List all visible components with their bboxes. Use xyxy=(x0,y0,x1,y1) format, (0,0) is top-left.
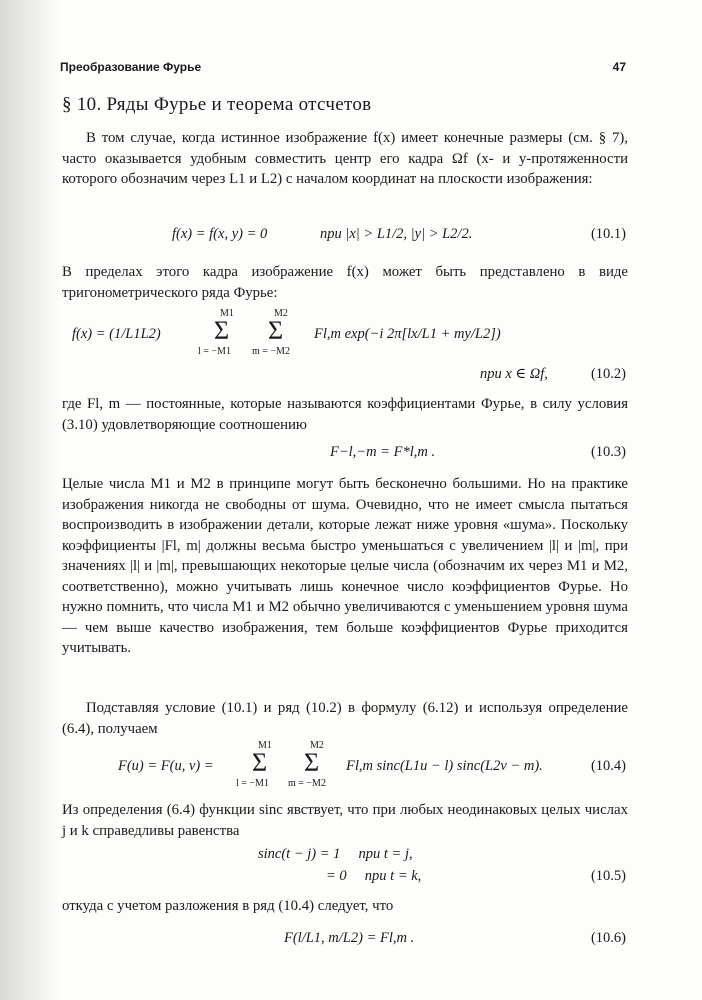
sum-upper-limit: M1 xyxy=(258,740,272,751)
paragraph-text: откуда с учетом разложения в ряд (10.4) следует, что xyxy=(62,898,394,914)
paragraph-3 xyxy=(62,394,628,435)
running-header xyxy=(60,60,626,74)
equation-body: F−l,−m = F*l,m . xyxy=(330,444,436,460)
equation-line-2: = 0 при t = k, xyxy=(326,868,422,884)
equation-condition: при |x| > L1/2, |y| > L2/2. xyxy=(320,226,473,242)
sum-symbol: Σ xyxy=(214,316,230,345)
sum-upper-limit: M1 xyxy=(220,308,234,319)
equation-number: (10.6) xyxy=(590,930,626,946)
page-number: 47 xyxy=(612,60,626,74)
equation-lhs: f(x) = (1/L1L2) xyxy=(72,326,161,342)
equation-number: (10.5) xyxy=(590,868,626,884)
equation-number: (10.1) xyxy=(590,226,626,242)
sum-lower-limit: m = −M2 xyxy=(288,778,326,789)
sum-lower-limit: l = −M1 xyxy=(198,346,231,357)
sum-upper-limit: M2 xyxy=(310,740,324,751)
paragraph-5 xyxy=(62,698,628,739)
equation-10-5 xyxy=(62,846,628,890)
equation-lhs: f(x) = f(x, y) = 0 xyxy=(172,226,268,242)
equation-number: (10.2) xyxy=(590,366,626,382)
paragraph-text: В том случае, когда истинное изображение f(x) имеет конечные размеры (см. § 7), часто оказывается удобным совместить центр его кадра Ωf (x- и y-протяженности которого обозначим через L1 и L2) с началом координат на плоскости изображения: xyxy=(62,130,628,187)
equation-10-4 xyxy=(62,740,628,796)
paragraph-text: Целые числа M1 и M2 в принципе могут быть бесконечно большими. Но на практике изображения никогда не свободны от шума. Очевидно, что не имеет смысла пытаться воспроизводить в изображении детали, которые лежат ниже уровня «шума». Поскольку коэффициенты |Fl, m| должны весьма быстро уменьшаться с увеличением |l| и |m|, при значениях |l| и |m|, превышающих некоторые целые числа (обозначим их через M1 и M2, соответственно), можно учитывать лишь конечное число коэффициентов Фурье. Но нужно помнить, что числа M1 и M2 обычно увеличиваются с уменьшением уровня шума — чем выше качество изображения, тем больше коэффициентов Фурье приходится учитывать. xyxy=(62,476,628,656)
paragraph-2 xyxy=(62,262,628,303)
sum-symbol: Σ xyxy=(268,316,284,345)
paragraph-text: где Fl, m — постоянные, которые называются коэффициентами Фурье, в силу условия (3.10) удовлетворяющие соотношению xyxy=(62,396,628,433)
equation-10-1 xyxy=(62,226,628,250)
paragraph-6 xyxy=(62,800,628,841)
equation-10-2 xyxy=(62,308,628,364)
equation-10-3 xyxy=(62,444,628,468)
equation-condition: при x ∈ Ωf, xyxy=(480,366,548,382)
paragraph-1 xyxy=(62,128,628,190)
equation-number: (10.4) xyxy=(590,758,626,774)
scan-shadow xyxy=(0,0,60,1000)
running-title: Преобразование Фурье xyxy=(60,60,202,74)
sum-upper-limit: M2 xyxy=(274,308,288,319)
paragraph-4 xyxy=(62,474,628,659)
paragraph-text: Подставляя условие (10.1) и ряд (10.2) в формулу (6.12) и используя определение (6.4), получаем xyxy=(62,700,628,737)
sum-symbol: Σ xyxy=(304,748,320,777)
equation-10-2-condition xyxy=(62,366,628,390)
equation-number: (10.3) xyxy=(590,444,626,460)
equation-line-1: sinc(t − j) = 1 при t = j, xyxy=(258,846,413,862)
sum-lower-limit: l = −M1 xyxy=(236,778,269,789)
equation-10-6 xyxy=(62,930,628,954)
equation-body: Fl,m sinc(L1u − l) sinc(L2v − m). xyxy=(346,758,543,774)
equation-lhs: F(u) = F(u, v) = xyxy=(118,758,214,774)
equation-body: F(l/L1, m/L2) = Fl,m . xyxy=(284,930,415,946)
sum-symbol: Σ xyxy=(252,748,268,777)
equation-body: Fl,m exp(−i 2π[lx/L1 + my/L2]) xyxy=(314,326,501,342)
section-title: § 10. Ряды Фурье и теорема отсчетов xyxy=(62,94,372,115)
paragraph-7 xyxy=(62,896,628,917)
paragraph-text: Из определения (6.4) функции sinc явствует, что при любых неодинаковых целых числах j и k справедливы равенства xyxy=(62,802,628,839)
paragraph-text: В пределах этого кадра изображение f(x) может быть представлено в виде тригонометрического ряда Фурье: xyxy=(62,264,628,301)
sum-lower-limit: m = −M2 xyxy=(252,346,290,357)
